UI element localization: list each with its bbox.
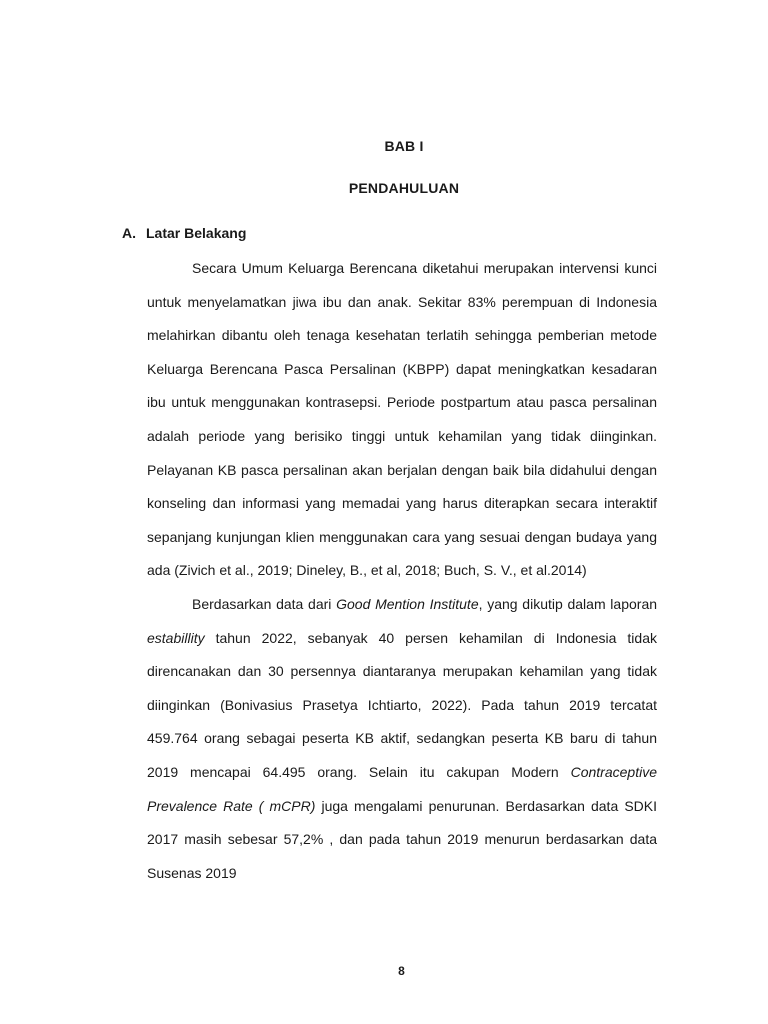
- section-letter: A.: [122, 225, 136, 241]
- chapter-number: BAB I: [384, 138, 424, 154]
- paragraph-2: [147, 588, 657, 890]
- paragraph-2-text-1: Berdasarkan data dari: [192, 595, 337, 612]
- section-title: Latar Belakang: [146, 225, 247, 241]
- page-number: 8: [398, 964, 405, 978]
- paragraph-2-text-2: , yang dikutip dalam laporan: [478, 595, 658, 612]
- body-text: [147, 252, 657, 890]
- paragraph-2-text-3: tahun 2022, sebanyak 40 persen kehamilan di Indonesia tidak direncanakan dan 30 persennya diantaranya merupakan kehamilan yang tidak diinginkan (Bonivasius Prasetya Ichtiarto, 2022). Pada tahun 2019 tercatat 459.764 orang sebagai peserta KB aktif, sedangkan peserta KB baru di tahun 2019 mencapai 64.495 orang. Selain itu cakupan Modern: [147, 629, 657, 780]
- paragraph-1: Secara Umum Keluarga Berencana diketahui merupakan intervensi kunci untuk menyelamatkan jiwa ibu dan anak. Sekitar 83% perempuan di Indonesia melahirkan dibantu oleh tenaga kesehatan terlatih sehingga pemberian metode Keluarga Berencana Pasca Persalinan (KBPP) dapat meningkatkan kesadaran ibu untuk menggunakan kontrasepsi. Periode postpartum atau pasca persalinan adalah periode yang berisiko tinggi untuk kehamilan yang tidak diinginkan. Pelayanan KB pasca persalinan akan berjalan dengan baik bila didahului dengan konseling dan informasi yang memadai yang harus diterapkan secara interaktif sepanjang kunjungan klien menggunakan cara yang sesuai dengan budaya yang ada (Zivich et al., 2019; Dineley, B., et al, 2018; Buch, S. V., et al.2014): [147, 260, 657, 579]
- paragraph-2-italic-2: estabillity: [147, 629, 205, 646]
- paragraph-2-italic-3: Contraceptive Prevalence Rate ( mCPR): [147, 763, 657, 814]
- paragraph-2-italic-1: Good Mention Institute: [336, 595, 479, 612]
- section-heading: [122, 225, 246, 241]
- chapter-title: PENDAHULUAN: [348, 180, 460, 196]
- paragraph-2-text-4: juga mengalami penurunan. Berdasarkan data SDKI 2017 masih sebesar 57,2% , dan pada tahun 2019 menurun berdasarkan data Susenas 2019: [147, 797, 657, 881]
